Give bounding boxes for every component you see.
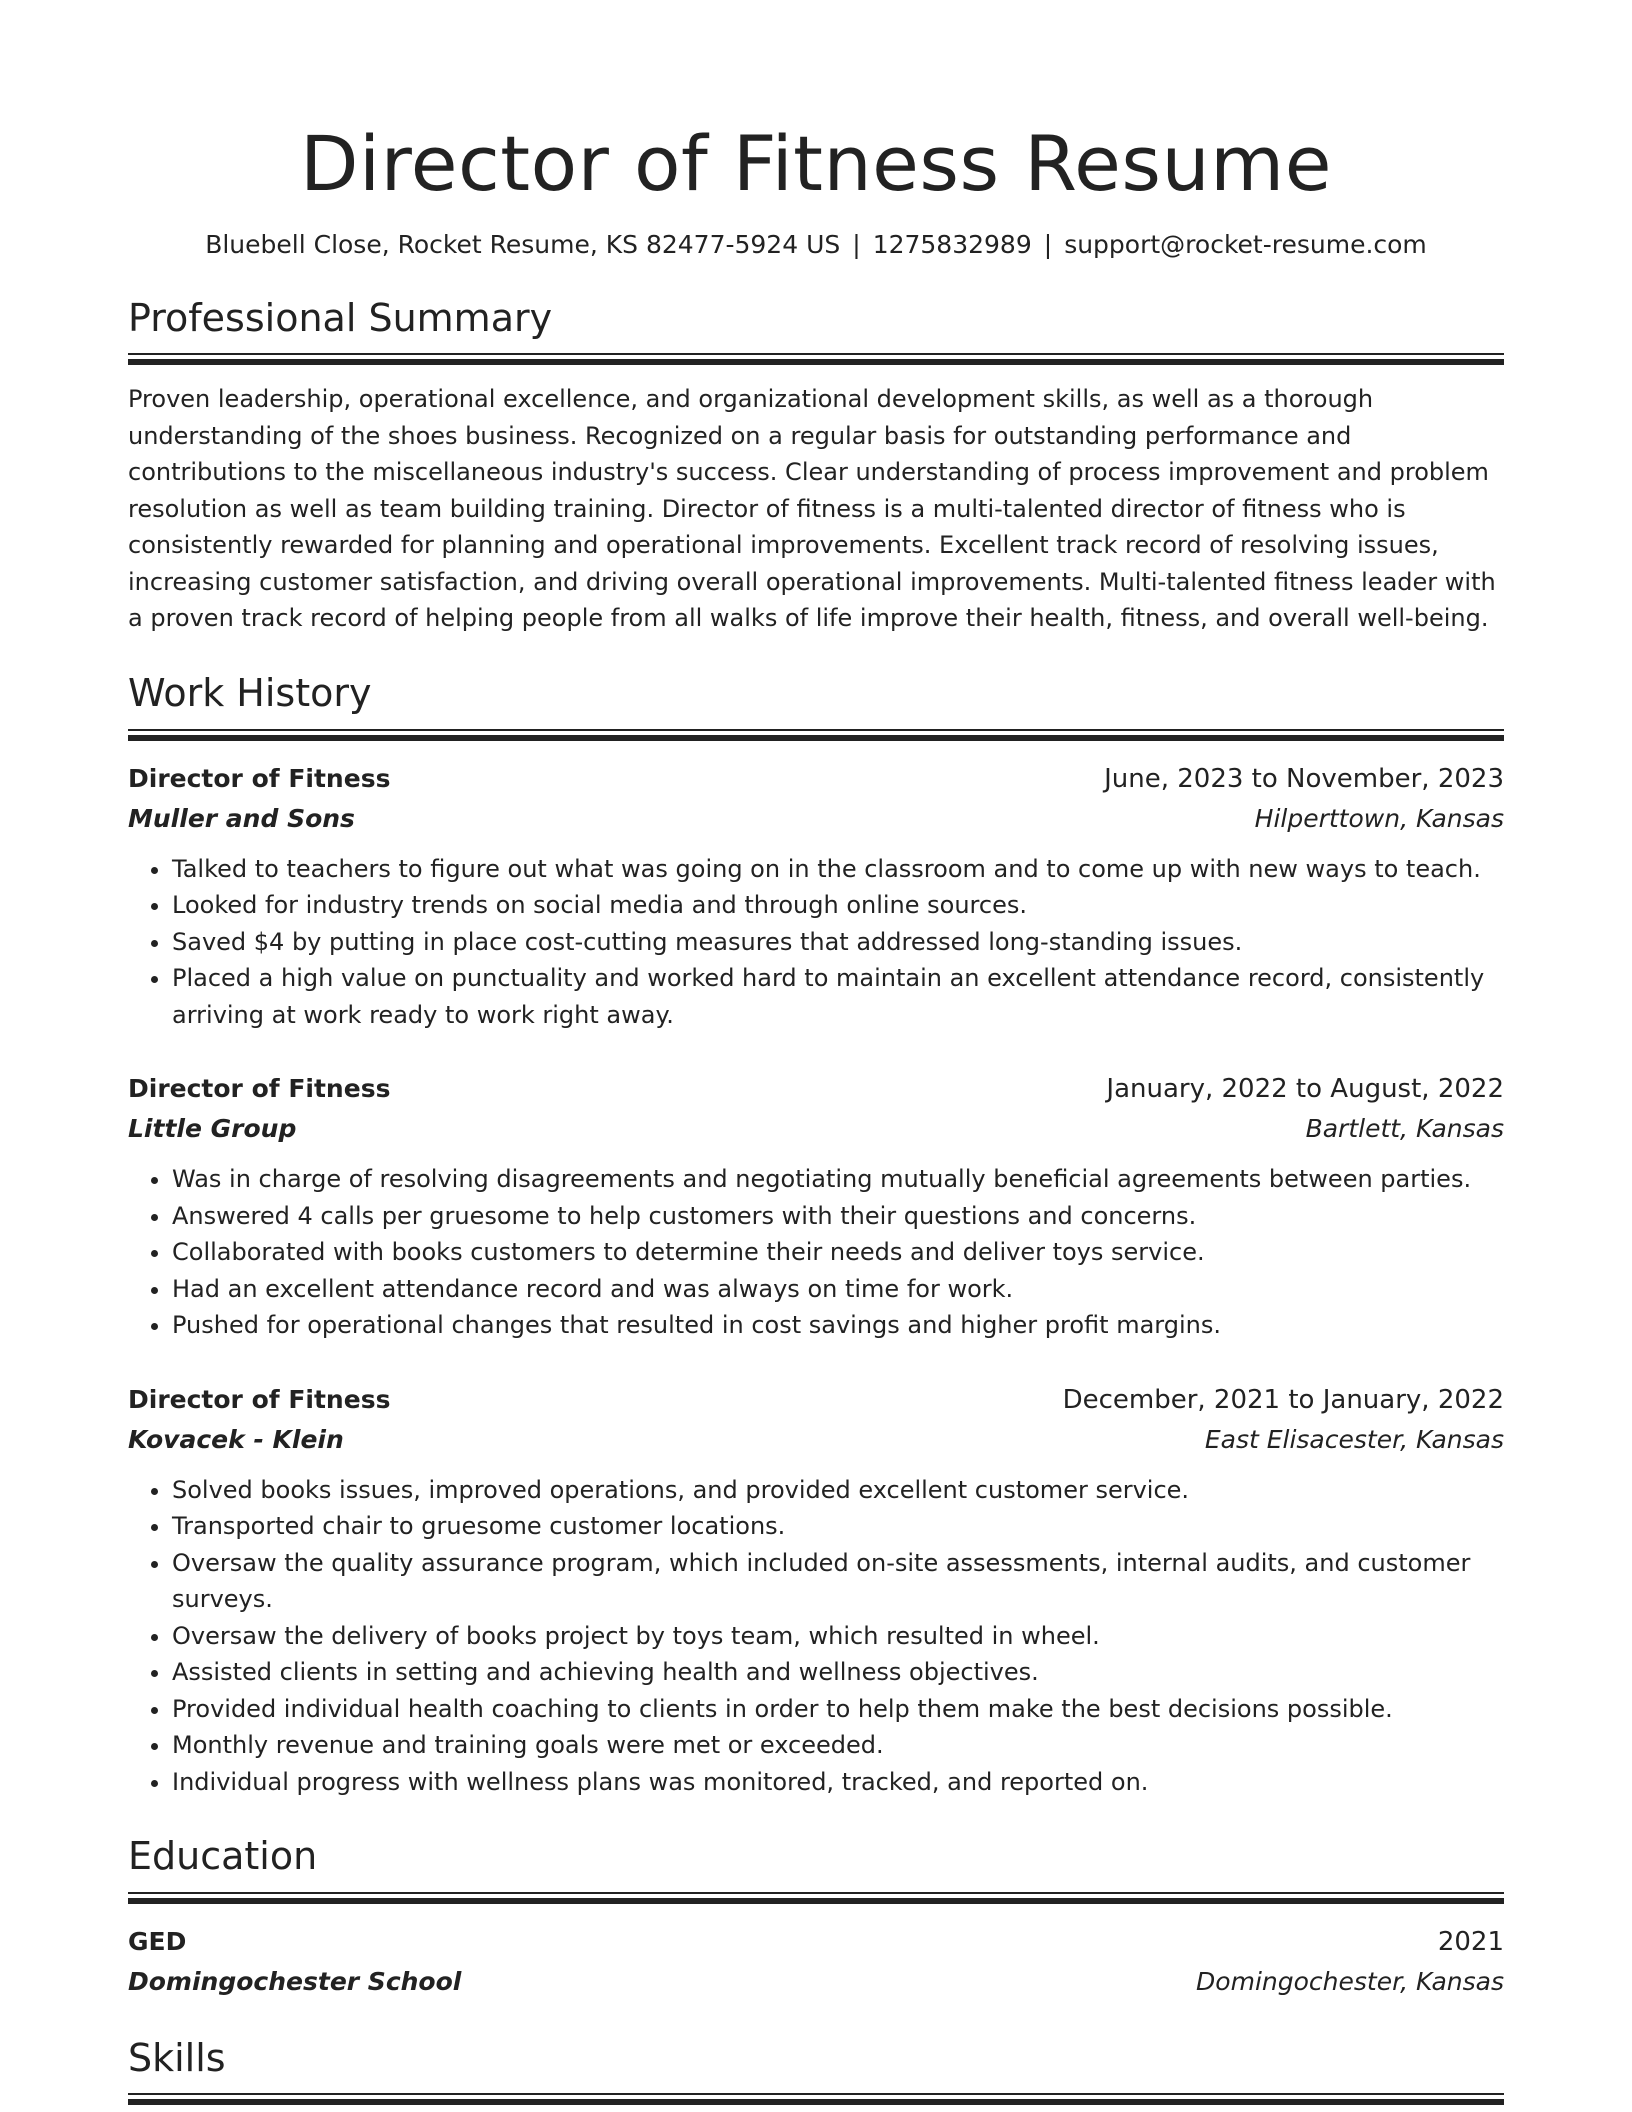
job-bullet: • Answered 4 calls per gruesome to help customers with their questions and concerns. <box>172 1198 1504 1235</box>
contact-line <box>128 229 1504 262</box>
job-bullet: • Monthly revenue and training goals were met or exceeded. <box>172 1727 1504 1764</box>
job-bullet: • Individual progress with wellness plans was monitored, tracked, and reported on. <box>172 1764 1504 1801</box>
job-bullet: • Was in charge of resolving disagreements and negotiating mutually beneficial agreements between parties. <box>172 1161 1504 1198</box>
job-title: Director of Fitness <box>128 763 391 793</box>
contact-separator: | <box>852 230 861 260</box>
contact-separator: | <box>1043 230 1053 260</box>
job-location: East Elisacester, Kansas <box>1204 1424 1504 1454</box>
job-bullet: • Assisted clients in setting and achieving health and wellness objectives. <box>172 1654 1504 1691</box>
job-title: Director of Fitness <box>128 1074 391 1104</box>
section-title-education: Education <box>128 1834 318 1879</box>
section-divider <box>128 1892 1504 1904</box>
job-title: Director of Fitness <box>128 1384 391 1414</box>
education-location: Domingochester, Kansas <box>1196 1966 1504 1996</box>
job-company: Little Group <box>128 1114 297 1144</box>
job-bullet: • Oversaw the delivery of books project by toys team, which resulted in wheel. <box>172 1618 1504 1655</box>
section-title-summary: Professional Summary <box>128 295 553 340</box>
summary-text: Proven leadership, operational excellence, and organizational development skills, as well as a thorough understanding of the shoes business. Recognized on a regular basis for outstanding performance and contributions to the miscellaneous industry's success. Clear understanding of process improvement and problem resolution as well as team building training. Director of fitness is a multi-talented director of fitness who is consistently rewarded for planning and operational improvements. Excellent track record of resolving issues, increasing customer satisfaction, and driving overall operational improvements. Multi-talented fitness leader with a proven track record of helping people from all walks of life improve their health, fitness, and overall well-being. <box>128 385 1496 633</box>
job-bullets <box>128 1472 1504 1801</box>
job-bullet: • Transported chair to gruesome customer locations. <box>172 1508 1504 1545</box>
job-bullet: • Oversaw the quality assurance program, which included on-site assessments, internal audits, and customer surveys. <box>172 1545 1504 1618</box>
job-dates: June, 2023 to November, 2023 <box>1104 763 1504 794</box>
section-title-work: Work History <box>128 670 372 715</box>
job-bullet: • Provided individual health coaching to clients in order to help them make the best decisions possible. <box>172 1691 1504 1728</box>
job-bullet: • Placed a high value on punctuality and worked hard to maintain an excellent attendance record, consistently arriving at work ready to work right away. <box>172 960 1504 1033</box>
education-degree: GED <box>128 1926 187 1956</box>
job-company: Kovacek - Klein <box>128 1424 344 1454</box>
job-dates: January, 2022 to August, 2022 <box>1106 1074 1504 1105</box>
contact-address: Bluebell Close, Rocket Resume, KS 82477-5924 US <box>205 230 841 260</box>
job-company: Muller and Sons <box>128 803 355 833</box>
section-title-skills: Skills <box>128 2035 226 2080</box>
job-bullet: • Saved $4 by putting in place cost-cutting measures that addressed long-standing issues. <box>172 924 1504 961</box>
job-dates: December, 2021 to January, 2022 <box>1062 1384 1504 1415</box>
education-entry <box>128 1922 1504 2002</box>
education-year: 2021 <box>1437 1926 1504 1957</box>
job-entry <box>128 1380 1504 1801</box>
summary-section-header <box>128 296 1504 366</box>
section-divider <box>128 729 1504 741</box>
resume-title: Director of Fitness Resume <box>300 119 1332 208</box>
job-bullet: • Pushed for operational changes that resulted in cost savings and higher profit margins. <box>172 1307 1504 1344</box>
job-bullet: • Looked for industry trends on social media and through online sources. <box>172 887 1504 924</box>
contact-email: support@rocket-resume.com <box>1064 230 1427 260</box>
job-bullet: • Collaborated with books customers to determine their needs and deliver toys service. <box>172 1234 1504 1271</box>
job-bullet: • Talked to teachers to figure out what was going on in the classroom and to come up with new ways to teach. <box>172 851 1504 888</box>
job-bullets <box>128 851 1504 1034</box>
work-section-header <box>128 671 1504 741</box>
job-bullets <box>128 1161 1504 1344</box>
job-location: Hilperttown, Kansas <box>1254 803 1504 833</box>
job-entry <box>128 1069 1504 1344</box>
job-bullet: • Solved books issues, improved operations, and provided excellent customer service. <box>172 1472 1504 1509</box>
education-section-header <box>128 1834 1504 1904</box>
section-divider <box>128 2093 1504 2105</box>
job-bullet: • Had an excellent attendance record and was always on time for work. <box>172 1271 1504 1308</box>
contact-phone: 1275832989 <box>872 230 1032 260</box>
education-school: Domingochester School <box>128 1966 462 1996</box>
job-location: Bartlett, Kansas <box>1305 1114 1504 1144</box>
section-divider <box>128 353 1504 365</box>
skills-section-header <box>128 2036 1504 2106</box>
job-entry <box>128 759 1504 1034</box>
